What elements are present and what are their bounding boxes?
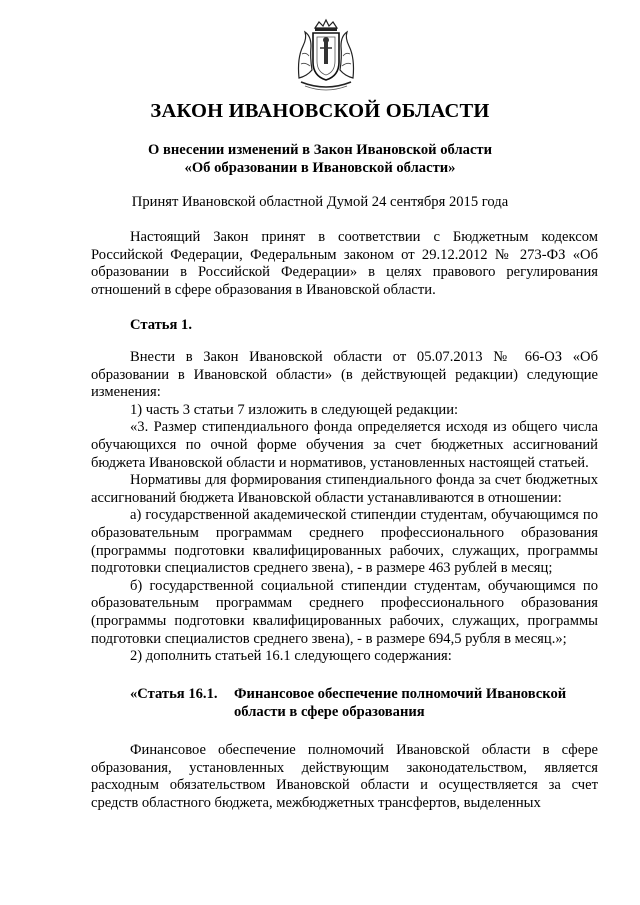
- law-title: ЗАКОН ИВАНОВСКОЙ ОБЛАСТИ: [150, 100, 490, 122]
- article-16-1-paragraph: Финансовое обеспечение полномочий Ивановской области в сфере образования, установленных действующим законодательством, является расходным обязательством Ивановской области и осуществляется за счет средств областного бюджета, межбюджетных трансфертов, выделенных: [91, 742, 598, 811]
- article-1-paragraph: 1) часть 3 статьи 7 изложить в следующей редакции:: [130, 401, 459, 418]
- article-1-paragraph: Нормативы для формирования стипендиального фонда за счет бюджетных ассигнований бюджета Ивановской области устанавливаются в отношении:: [91, 472, 598, 506]
- coat-of-arms-emblem: [293, 18, 359, 94]
- subtitle-line-2: «Об образовании в Ивановской области»: [184, 160, 456, 176]
- law-subtitle: [0, 141, 640, 177]
- adoption-line: Принят Ивановской областной Думой 24 сентября 2015 года: [131, 194, 509, 210]
- subtitle-line-1: О внесении изменений в Закон Ивановской области: [147, 142, 493, 158]
- article-1-paragraph: 2) дополнить статьей 16.1 следующего содержания:: [130, 648, 452, 665]
- article-16-1-title-line-1: Финансовое обеспечение полномочий Ивановской: [234, 686, 567, 702]
- article-16-1-heading: [130, 686, 598, 721]
- article-1-paragraph: а) государственной академической стипендии студентам, обучающимся по образовательным программам среднего профессионального образования (программы подготовки квалифицированных рабочих, служащих, программы подготовки специалистов среднего звена), - в размере 463 рублей в месяц;: [91, 507, 598, 577]
- article-1-paragraph: Внести в Закон Ивановской области от 05.07.2013 № 66-ОЗ «Об образовании в Ивановской области» (в действующей редакции) следующие изменения:: [91, 349, 598, 401]
- article-16-1-body: [91, 742, 598, 812]
- article-16-1-label: «Статья 16.1.: [130, 686, 218, 702]
- preamble-section: [91, 229, 598, 299]
- article-16-1-title-line-2: области в сфере образования: [234, 703, 425, 720]
- article-1-paragraph: «3. Размер стипендиального фонда определяется исходя из общего числа обучающихся по очной форме обучения за счет бюджетных ассигнований бюджета Ивановской области и нормативов, установленных настоящей статьей.: [91, 419, 598, 471]
- preamble-paragraph: Настоящий Закон принят в соответствии с Бюджетным кодексом Российской Федерации, Федеральным законом от 29.12.2012 № 273-ФЗ «Об образовании в Российской Федерации» в целях правового регулирования отношений в сфере образования в Ивановской области.: [91, 229, 598, 298]
- article-1-heading: Статья 1.: [130, 317, 192, 333]
- article-1-paragraph: б) государственной социальной стипендии студентам, обучающимся по образовательным программам среднего профессионального образования (программы подготовки квалифицированных рабочих, служащих, программы подготовки специалистов среднего звена), - в размере 694,5 рубля в месяц.»;: [91, 577, 598, 647]
- article-1-body: [91, 349, 598, 666]
